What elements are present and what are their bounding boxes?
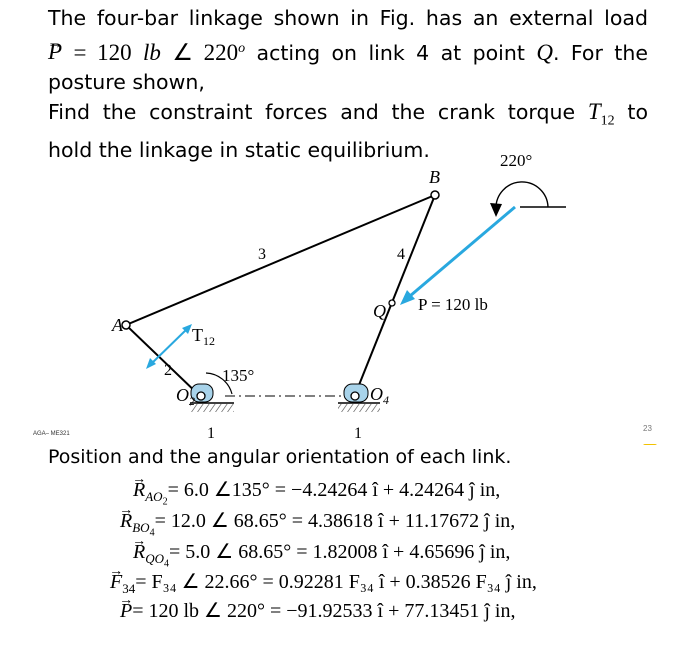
section-title: Position and the angular orientation of each link.: [48, 446, 512, 468]
equation-r-bo4: → $R_{BO_4}= 12.0$ ∠ 68.65° = 4.38618 î + 11.17672 ĵ in,: [120, 508, 515, 539]
force-p-label: P = 120 lb: [418, 295, 488, 314]
label-o2: $O_2$: [176, 385, 195, 408]
problem-line-4-a: Find the constraint forces and the crank torque: [48, 100, 576, 125]
ground-pivot-o2: [190, 384, 234, 412]
problem-line-2-end: . For the: [552, 40, 648, 65]
angle-220-arrowhead: [490, 203, 502, 217]
joint-q: [389, 300, 395, 306]
load-value: = 120: [73, 39, 132, 65]
load-angle: ∠ 220: [172, 39, 239, 65]
problem-line-2: [48, 34, 648, 68]
page-number: 23: [643, 424, 652, 433]
joint-b: [431, 191, 439, 199]
equation-r-ao2: → $R_{AO_2}= 6.0$ ∠135° = −4.24264 î + 4.24264 ĵ in,: [133, 477, 500, 508]
problem-line-4: [48, 97, 648, 136]
crank-angle-label: 135°: [222, 366, 255, 385]
problem-line-2-mid: acting on link 4 at point: [256, 40, 525, 65]
ground-label-1b: 1: [354, 425, 362, 442]
label-q: Q: [373, 301, 386, 321]
equation-f34: → $F_{34}= F_{34}$ ∠ 22.66° = 0.92281 F₃₄ î + 0.38526 F₃₄ ĵ in,: [110, 569, 537, 597]
torque-t12-label: $T_{12}$: [192, 325, 215, 348]
label-b: B: [429, 167, 440, 187]
torque-variable: $T_{12}$: [587, 99, 615, 129]
equation-r-qo4: → $R_{QO_4}= 5.0$ ∠ 68.65° = 1.82008 î + 4.65696 ĵ in,: [133, 539, 510, 570]
torque-t12-arrow: [150, 328, 188, 365]
problem-statement: [48, 4, 648, 166]
equation-p: → P= 120 lb ∠ 220° = −91.92533 î + 77.13451 ĵ in,: [120, 598, 516, 623]
university-logo-icon: [643, 444, 657, 445]
label-link-2: 2: [164, 362, 172, 379]
four-bar-linkage-figure: [0, 145, 700, 445]
problem-line-4-b: to: [627, 100, 648, 125]
label-link-3: 3: [258, 246, 266, 263]
problem-line-1: The four-bar linkage shown in Fig. has an external load: [48, 6, 648, 30]
load-unit: lb: [143, 39, 161, 65]
point-q-text: Q: [536, 39, 553, 65]
link-2: [126, 325, 201, 397]
angle-220-arc: [496, 182, 548, 209]
link-3: [126, 195, 435, 325]
joint-a: [122, 321, 130, 329]
problem-line-3: posture shown,: [48, 69, 205, 94]
label-a: A: [112, 315, 123, 335]
angle-220-label: 220°: [500, 151, 533, 170]
load-degree: o: [238, 40, 246, 56]
label-o4: $O_4$: [370, 384, 389, 407]
load-variable: → P: [48, 37, 62, 67]
label-link-4: 4: [397, 246, 405, 263]
problem-line-5: hold the linkage in static equilibrium.: [48, 138, 430, 163]
course-code: AGA– ME321: [33, 431, 70, 437]
ground-label-1a: 1: [207, 425, 215, 442]
